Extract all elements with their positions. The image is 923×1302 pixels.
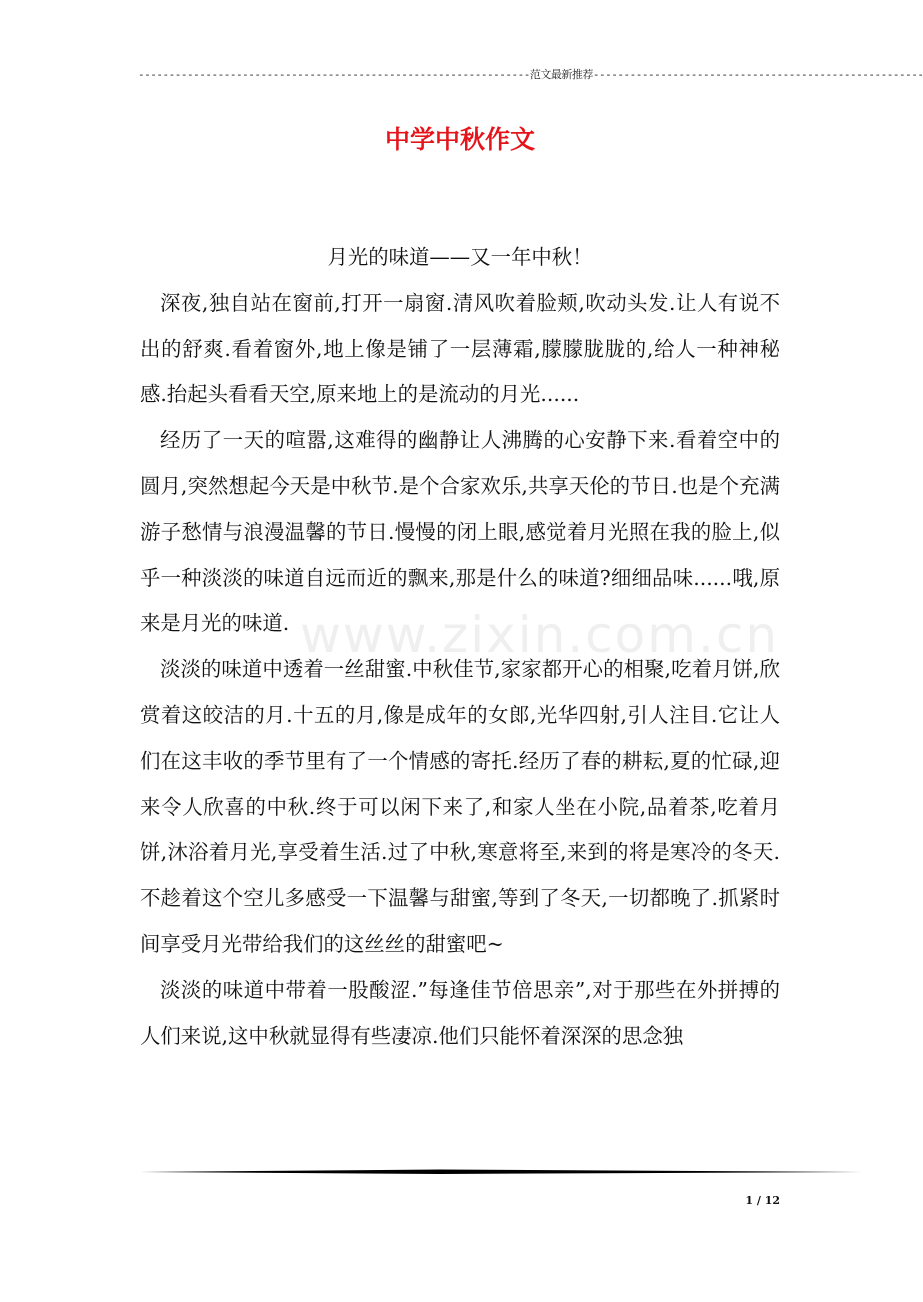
paragraph: 淡淡的味道中带着一股酸涩.”每逢佳节倍思亲”,对于那些在外拼搏的人们来说,这中秋就显得有些凄凉.他们只能怀着深深的思念独 (140, 977, 780, 1048)
footer-rule (140, 1168, 862, 1174)
page-number: 1 / 12 (745, 1194, 780, 1207)
header-banner: ----------------------------------------------------------------范文最新推荐------------------------------------------------------ (138, 68, 923, 81)
document-title: 中学中秋作文 (384, 125, 535, 154)
paragraph: 淡淡的味道中透着一丝甜蜜.中秋佳节,家家都开心的相聚,吃着月饼,欣赏着这皎洁的月.十五的月,像是成年的女郎,光华四射,引人注目.它让人们在这丰收的季节里有了一个情感的寄托.经历了春的耕耘,夏的忙碌,迎来令人欣喜的中秋.终于可以闲下来了,和家人坐在小院,品着茶,吃着月饼,沐浴着月光,享受着生活.过了中秋,寒意将至,来到的将是寒冷的冬天.不趁着这个空儿多感受一下温馨与甜蜜,等到了冬天,一切都晚了.抓紧时间享受月光带给我们的这丝丝的甜蜜吧~ (140, 657, 780, 956)
paragraph: 深夜,独自站在窗前,打开一扇窗.清风吹着脸颊,吹动头发.让人有说不出的舒爽.看着窗外,地上像是铺了一层薄霜,朦朦胧胧的,给人一种神秘感.抬起头看看天空,原来地上的是流动的月光...... (140, 290, 780, 407)
paragraph: 经历了一天的喧嚣,这难得的幽静让人沸腾的心安静下来.看着空中的圆月,突然想起今天是中秋节.是个合家欢乐,共享天伦的节日.也是个充满游子愁情与浪漫温馨的节日.慢慢的闭上眼,感觉着月光照在我的脸上,似乎一种淡淡的味道自远而近的飘来,那是什么的味道?细细品味......哦,原来是月光的味道. (140, 428, 780, 636)
document-subtitle: 月光的味道——又一年中秋！ (327, 245, 593, 269)
document-body (140, 235, 780, 1059)
watermark: www.zixin.com.cn (300, 606, 780, 664)
